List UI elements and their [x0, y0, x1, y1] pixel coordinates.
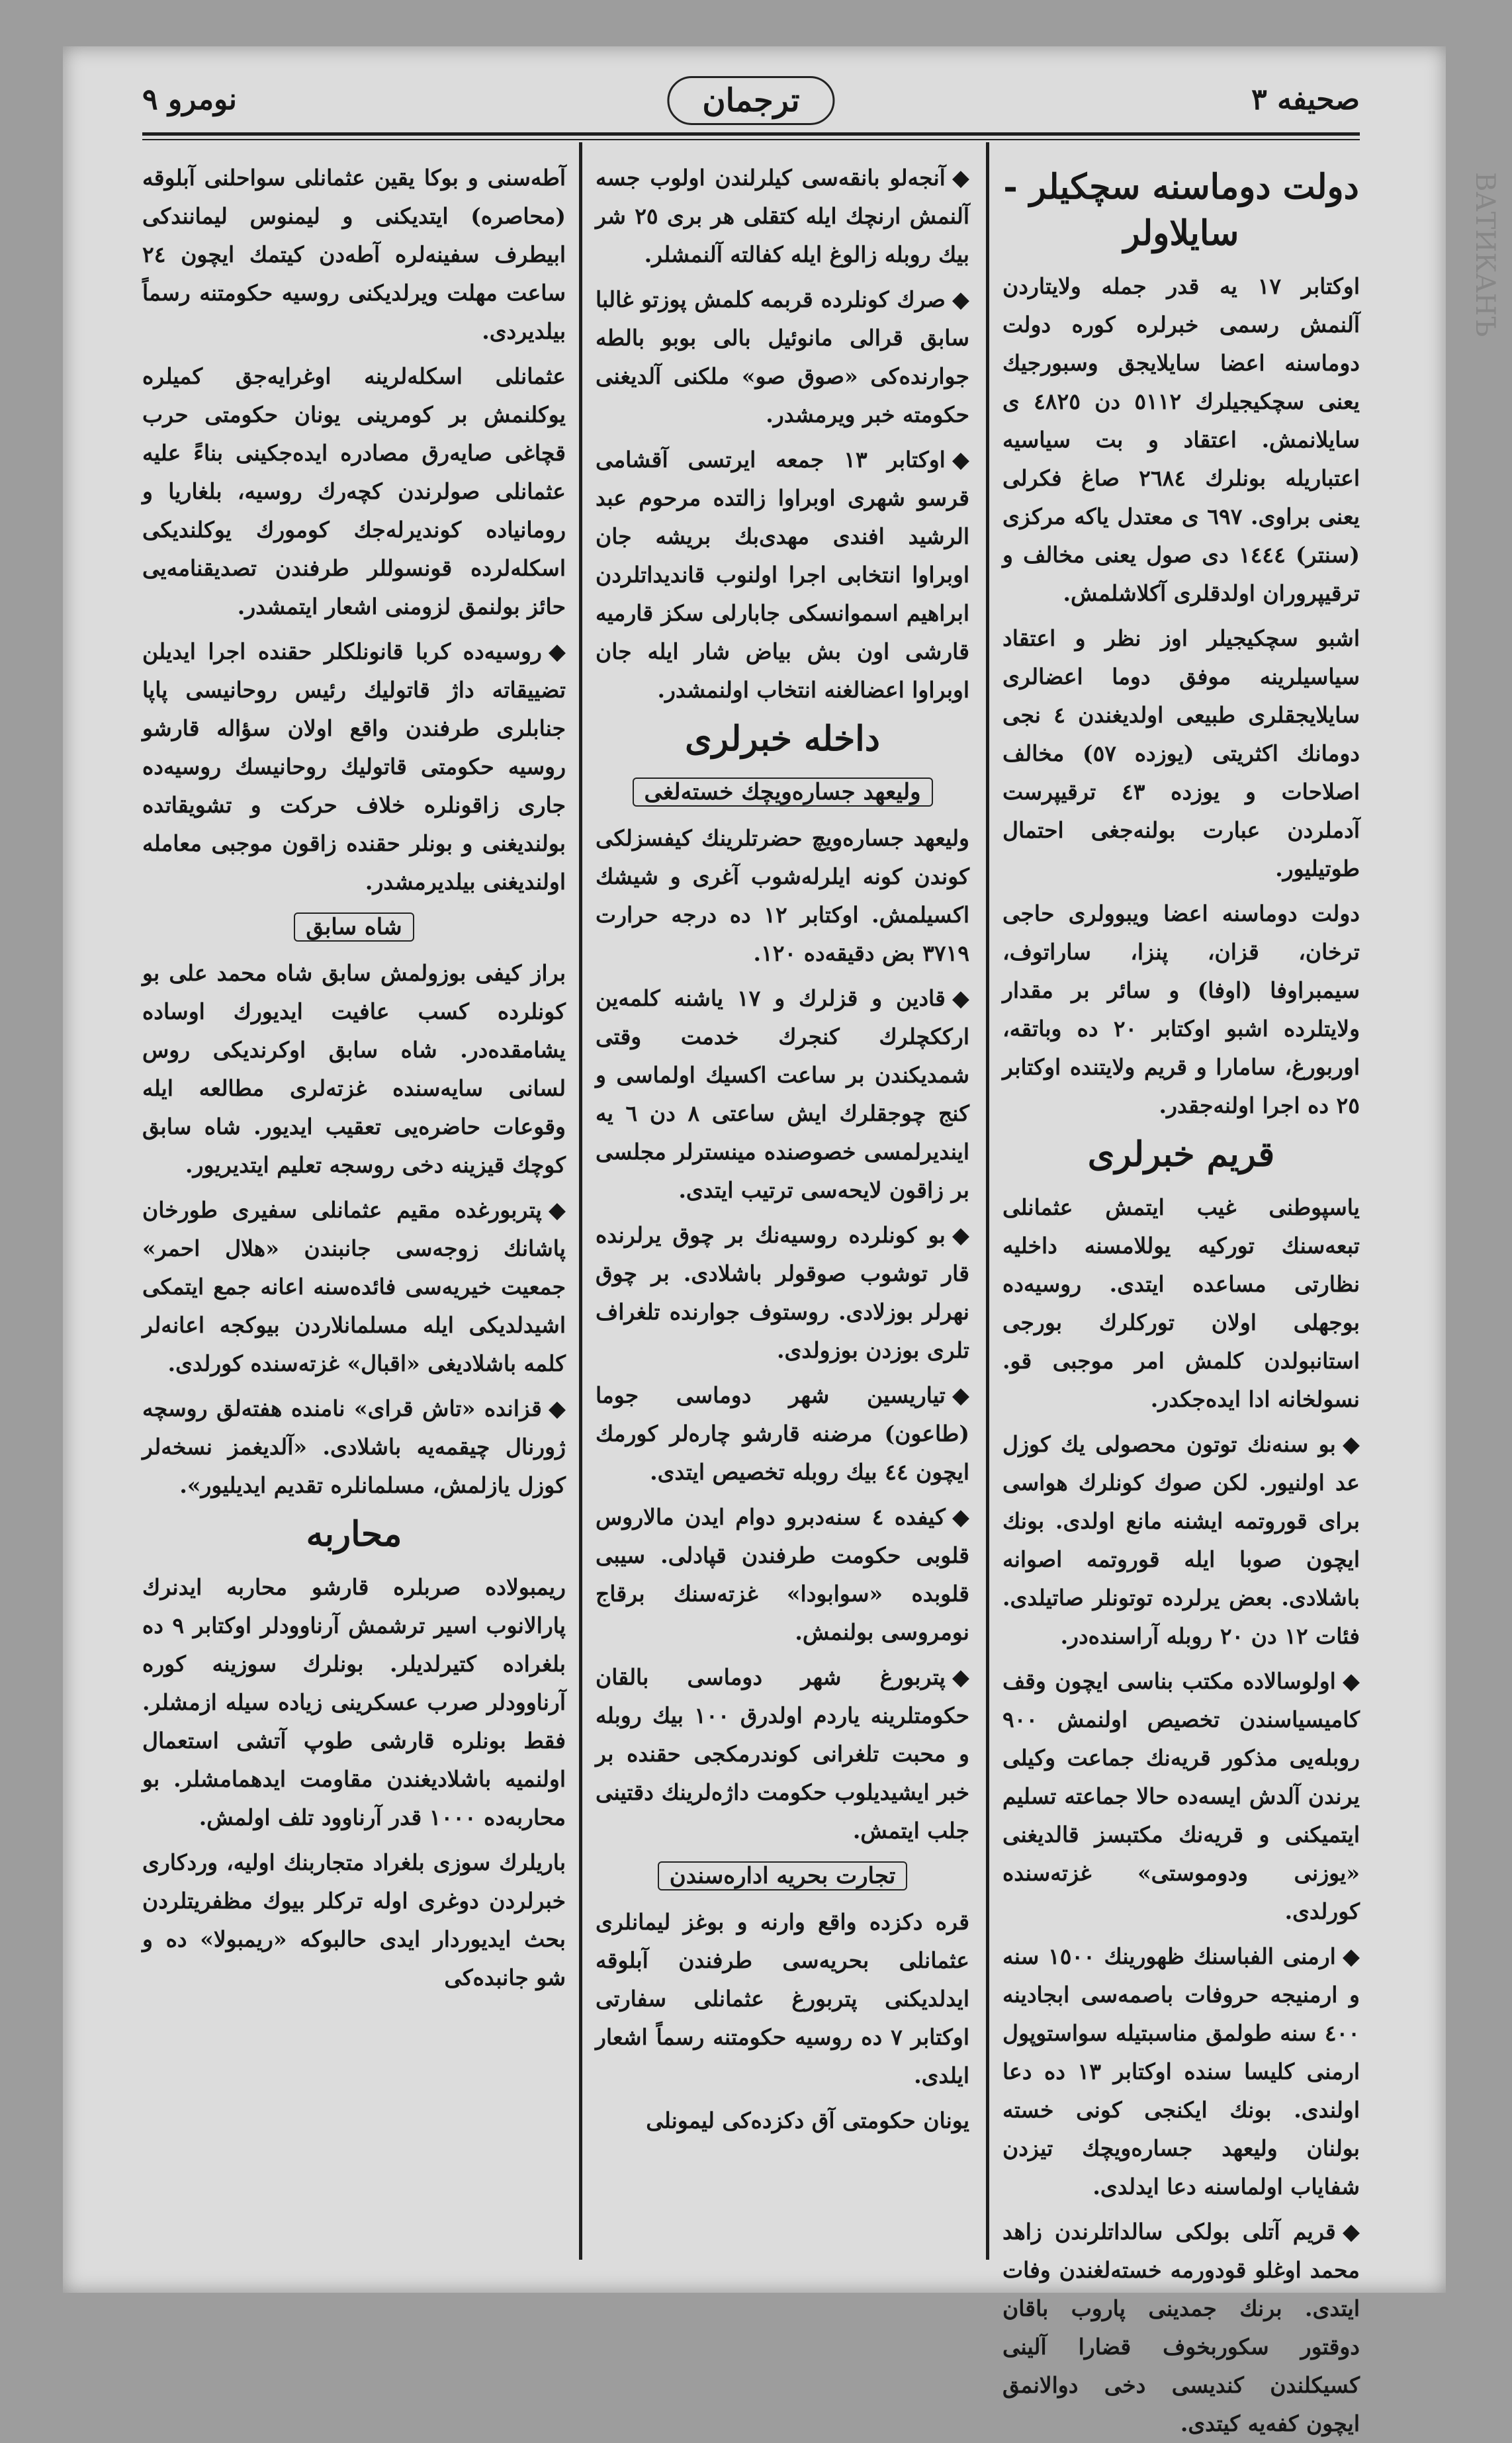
diamond-bullet-icon: ◆ — [548, 1197, 566, 1223]
paragraph: ولیعهد جساره‌ویچ حضرتلرینك کیفسزلکی کوندن کونه ایلرله‌شوب آغری و شیشك اکسیلمش. اوکتابر ١٢ ده درجه حرارت ٣٧١٩ بض دقیقه‌ده ١٢٠. — [596, 825, 969, 966]
paragraph-text: صرك کونلرده قربمه کلمش پوزتو غالبا سابق قرالی مانوئیل بالی بوبو بالطه جوارنده‌کی «صوق صو» ملکنی آلدیغنی حکومته خبر ویرمشدر. — [596, 287, 969, 427]
paragraph — [142, 633, 566, 901]
column-left — [142, 159, 566, 2263]
newspaper-title: ترجمان — [667, 76, 834, 125]
paragraph — [1002, 1937, 1360, 2206]
paragraph: قره دکزده واقع وارنه و بوغز لیمانلری عثمانلی بحریه‌سی طرفندن آبلوقه ایدلدیکنی پتربورغ عثمانلی سفارتی اوکتابر ٧ ده روسیه حکومتنه رسماً اشعار ایلدی. — [596, 1909, 969, 2088]
diamond-bullet-icon: ◆ — [548, 1396, 566, 1422]
show-through-text: ВАТИКАНЪ — [1470, 172, 1500, 337]
paragraph-text: آنجه‌لو بانقه‌سی کیلرلندن اولوب جسه آلنمش ارنچك ایله کتقلی هر بری ٢٥ شر بیك روبله زالوغ ایله کفالته آلنمشلر. — [596, 165, 969, 267]
paragraph: یونان حکومتی آق دکزده‌کی لیمونلی — [646, 2108, 969, 2133]
paragraph — [596, 1216, 969, 1370]
subheading-box — [596, 1857, 969, 1895]
subheading-text: شاه سابق — [294, 912, 414, 942]
column-middle — [596, 159, 969, 2263]
paragraph-text: بو کونلرده روسیه‌نك بر چوق یرلرنده قار توشوب صوقولر باشلادی. بر چوق نهرلر بوزلادی. روستوف جوارنده تلغراف تلری بوزدن بوزولدی. — [596, 1222, 969, 1363]
paragraph-text: کیفده ٤ سنه‌دبرو دوام ایدن مالاروس قلوبی حکومت طرفندن قپادلی. سیبی قلوبده «سوابودا» غزته‌سنك برقاج نومروسی بولنمش. — [596, 1504, 969, 1645]
paragraph — [1002, 1425, 1360, 1656]
paragraph: عثمانلی اسکله‌لرینه اوغرایه‌جق کمیلره یوکلنمش بر کومرینی یونان حکومتی حرب قچاغی صایه‌رق مصادره ایده‌جکینی بناءً علیه عثمانلی صولرندن کچه‌رك روسیه، بلغاریا و رومانیاده کوندیرله‌جك کومورك یوکلندیکی اسکله‌لرده قونسوللر طرفندن تصدیقنامه‌یی حائز بولنمق لزومنی اشعار ایتمشدر. — [142, 363, 566, 619]
paragraph — [142, 1191, 566, 1383]
paragraph — [596, 281, 969, 434]
diamond-bullet-icon: ◆ — [952, 165, 969, 191]
header-rule-thin — [142, 139, 1360, 140]
diamond-bullet-icon: ◆ — [952, 985, 969, 1012]
paragraph-text: ارمنی الفباسنك ظهورینك ١٥٠٠ سنه و ارمنیجه حروفات باصمه‌سی ابجادینه ٤٠٠ سنه طولمق مناسبتیله سواستوپول ارمنی کلیسا سنده اوکتابر ١٣ ده دعا اولندی. بونك ایکنجی کونی خسته بولنان ولیعهد جساره‌ویچك تیزدن شفایاب اولماسنه دعا ایدلدی. — [1002, 1943, 1360, 2199]
paragraph: یاسپوطنی غیب ایتمش عثمانلی تبعه‌سنك توركیه یوللامسنه داخلیه نظارتی مساعده ایتدی. روسیه‌ده بوجهلی اولان تورکلرك بورجی استانبولدن کلمش امر موجبی قو. نسولخانه ادا ایده‌جکدر. — [1002, 1194, 1360, 1412]
diamond-bullet-icon: ◆ — [952, 1222, 969, 1249]
diamond-bullet-icon: ◆ — [1342, 2219, 1360, 2245]
paragraph — [596, 1376, 969, 1491]
paragraph-text: اولوسالاده مکتب بناسی ایچون وقف کامیسیاسندن تخصیص اولنمش ٩٠٠ روبله‌یی مذکور قریه‌نك جماعت وکیلی یرندن آلدش ایسه‌ده حالا جماعته تسلیم ایتمیکنی و قریه‌نك مکتبسز قالدیغنی «یوزنی ودوموستی» غزته‌سنده کورلدی. — [1002, 1668, 1360, 1924]
paragraph: اوکتابر ١٧ یه قدر جمله ولایتاردن آلنمش رسمی خبرلره کوره دولت دوماسنه اعضا سایلایجق وسبورجیك یعنی سچکیجیلرك ٥١١٢ دن ٤٨٢٥ ی سایلانمش. اعتقاد و بت سیاسیه اعتباریله بونلرك ٢٦٨٤ صاغ فکرلی یعنی براوی. ٦٩٧ ی معتدل یاکه مرکزی (سنتر) ١٤٤٤ دی صول یعنی مخالف و ترقیپروران اولدقلری آکلاشلمش. — [1002, 273, 1360, 606]
column-divider-right — [986, 142, 989, 2260]
diamond-bullet-icon: ◆ — [952, 1382, 969, 1409]
header-rule — [142, 132, 1360, 136]
paragraph-text: قزانده «تاش قرای» نامنده هفته‌لق روسچه ژورنال چیقمه‌یه باشلادی. «آلدیغمز نسخه‌لر کوزل یازلمش، مسلمانلره تقدیم ایدیلیور». — [142, 1396, 566, 1498]
section-heading-war: محاربه — [306, 1514, 402, 1554]
diamond-bullet-icon: ◆ — [952, 1664, 969, 1691]
page-number-label: صحیفه ٣ — [1251, 83, 1360, 116]
paragraph-text: قریم آتلی بولکی سالداتلرندن زاهد محمد اوغلو قودورمه خسته‌لغندن وفات ایتدی. برنك جمدینی پاروب باقان دوقتور سکوربخوف قضارا آلینی کسیکلندن کندیسی دخی دوالانمق ایچون کفه‌یه کیتدی. — [1002, 2219, 1360, 2436]
issue-number-label: نومرو ٩ — [142, 83, 238, 116]
paragraph — [596, 1498, 969, 1652]
diamond-bullet-icon: ◆ — [952, 447, 969, 473]
paragraph — [1002, 1662, 1360, 1931]
subheading-box — [142, 908, 566, 946]
paragraph-text: روسیه‌ده کربا قانونلکلر حقنده اجرا ایدیلن تضییقاته داژ قاتولیك رئیس روحانیسی پاپا جنابلری طرفندن واقع اولان سؤاله قارشو روسیه حکومتی قاتولیك روحانیسك روسیه‌ده جاری زاقونلره خلاف حرکت و تشویقاتده بولندیغنی و بونلر حقنده زاقون موجبی معامله اولندیغنی بیلدیرمشدر. — [142, 639, 566, 895]
paragraph: دولت دوماسنه اعضا ویبوولری حاجی ترخان، قزان، پنزا، ساراتوف، سیمبراوفا (اوفا) و سائر بر مقدار ولایتلرده اشبو اوکتابر ٢٠ ده وباتقه، اوربورغ، سامارا و قریم ولایتنده اوکتابر ٢٥ ده اجرا اولنه‌جقدر. — [1002, 901, 1360, 1118]
diamond-bullet-icon: ◆ — [1342, 1431, 1360, 1458]
paragraph: آطه‌سنی و بوکا یقین عثمانلی سواحلنی آبلوقه (محاصره) ایتدیکنی و لیمنوس لیمانندکی ابیطرف سفینه‌لره آطه‌دن کیتمك ایچون ٢٤ ساعت مهلت ویرلدیکنی روسیه حکومتنه رسماً بیلدیردی. — [142, 165, 566, 344]
paragraph-text: قادین و قزلرك و ١٧ یاشنه کلمه‌ین ارککچلرك کنجرك خدمت وقتی شمدیکندن بر ساعت اکسیك اولماسی و کنج چوجقلرك ایش ساعتی ٨ دن ٦ یه ایندیرلمسی خصوصنده مینسترلر مجلسی بر زاقون لایحه‌سی ترتیب ایتدی. — [596, 985, 969, 1203]
paragraph: باریلرك سوزی بلغراد متجاربنك اولیه، وردکاری خبرلردن دوغری اوله ترکلر بیوك مظفریتلردن بحث ایدیوردار ایدی حالبوکه «ریمبولا» ده و شو جانبده‌کی — [142, 1849, 566, 1990]
section-heading-domestic-news: داخله خبرلری — [685, 719, 880, 759]
subheading-text: ولیعهد جساره‌ویچك خسته‌لغی — [633, 777, 933, 807]
article-heading-duma-elections: دولت دوماسنه سچکیلر - سایلاولر — [1003, 167, 1359, 253]
paragraph — [596, 159, 969, 274]
paragraph-text: پتربورغده مقیم عثمانلی سفیری طورخان پاشانك زوجه‌سی جانبندن «هلال احمر» جمعیت خیریه‌سی فائده‌سنه اعانه جمع ایتمکی اشیدلدیکی ایله مسلمانلاردن بیوکجه اعانه‌لر کلمه باشلادیغی «اقبال» غزته‌سنده کورلدی. — [142, 1197, 566, 1376]
diamond-bullet-icon: ◆ — [952, 287, 969, 313]
paragraph — [1002, 2213, 1360, 2443]
diamond-bullet-icon: ◆ — [548, 639, 566, 665]
page-header — [142, 76, 1360, 136]
subheading-text: تجارت بحریه اداره‌سندن — [658, 1861, 908, 1890]
paragraph — [142, 1390, 566, 1505]
paragraph: ریمبولاده صربلره قارشو محاربه ایدنرك پارالانوب اسیر ترشمش آرناوودلر اوکتابر ٩ ده بلغراده کتیرلدیلر. بونلرك سوزینه کوره آرناوودلر صرب عسکرینی زیاده سیله ازمشلر. فقط بونلره قارشی طوپ آتشی استعمال اولنمیه باشلادیغندن مقاومت ایدهمامشلر. بو محاربه‌ده ١٠٠٠ قدر آرناوود تلف اولمش. — [142, 1574, 566, 1830]
paragraph-text: پتربورغ شهر دوماسی بالقان حکومتلرینه یاردم اولدرق ١٠٠ بیك روبله و محبت تلغرانی کوندرمکجی حقنده بر خبر ایشیدیلوب حکومت داژه‌لرینك دقتینی جلب ایتمش. — [596, 1664, 969, 1843]
column-divider-left — [579, 142, 582, 2260]
paragraph — [596, 979, 969, 1210]
diamond-bullet-icon: ◆ — [1342, 1668, 1360, 1695]
diamond-bullet-icon: ◆ — [952, 1504, 969, 1531]
paragraph — [596, 441, 969, 709]
diamond-bullet-icon: ◆ — [1342, 1943, 1360, 1970]
paragraph-text: تیاریسین شهر دوماسی جوما (طاعون) مرضنه قارشو چاره‌لر کورمك ایچون ٤٤ بیك روبله تخصیص ایتدی. — [596, 1382, 969, 1485]
paragraph: اشبو سچکیجیلر اوز نظر و اعتقاد سیاسیلرینه موفق دوما اعضالری سایلایجقلری طبیعی اولدیغندن ٤ نجی دومانك اکثریتی (یوزده ٥٧) مخالف اصلاحات و یوزده ٤٣ ترقیپرست آدملردن عبارت بولنه‌جغی احتمال طوتیلیور. — [1002, 625, 1360, 881]
section-heading-crimea-news: قریم خبرلری — [1087, 1134, 1275, 1175]
subheading-box — [596, 773, 969, 811]
paragraph-text: بو سنه‌نك توتون محصولی یك کوزل عد اولنیور. لکن صوك کونلرك هواسی برای قوروتمه ایشنه مانع اولدی. بونك ایچون صوبا ایله قوروتمه اصوانه باشلادی. بعض یرلرده توتونلر صاتیلدی. فئات ١٢ دن ٢٠ روبله آراسنده‌در. — [1002, 1431, 1360, 1649]
column-right — [1002, 159, 1360, 2436]
paragraph-text: اوکتابر ١٣ جمعه ایرتسی آقشامی قرسو شهری اوبراوا زالتده مرحوم عبد الرشید افندی مهدی‌بك بریشه جان اوبراوا انتخابی اجرا اولنوب قاندیداتلردن ابراهیم اسموانسکی جابارلی سکز قارمیه قارشی اون بش بیاض شار ایله جان اوبراوا اعضالغنه انتخاب اولنمشدر. — [596, 447, 969, 703]
paragraph: براز کیفی بوزولمش سابق شاه محمد علی بو کونلرده کسب عافیت ایدیورك اوسادە یشامقده‌در. شاه سابق اوکرندیکی روس لسانی سایه‌سنده غزته‌لری مطالعه ایله وقوعات حاضره‌یی تعقیب ایدیور. شاه سابق کوچك قیزینه دخی روسجه تعلیم ایتدیریور. — [142, 960, 566, 1178]
paragraph — [596, 1658, 969, 1850]
